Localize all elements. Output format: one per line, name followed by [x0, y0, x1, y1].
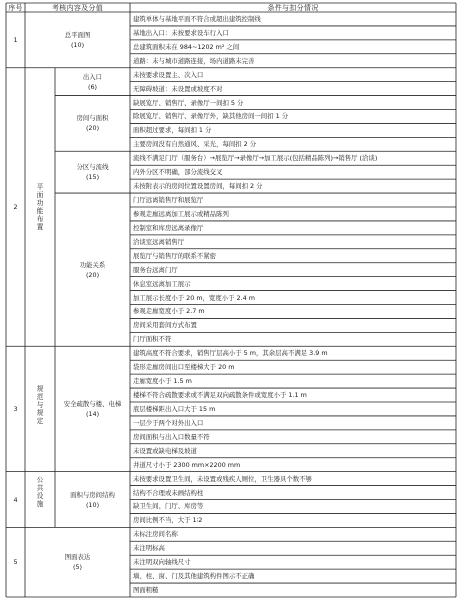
item-row: 洽谈室远离销售厅 [133, 237, 185, 246]
item-row: 控制室和库房远离录像厅 [133, 223, 204, 232]
item-row: 未按附表示的房间位置设置房间，每间扣 2 分 [133, 182, 263, 191]
subsection-title: 功能关系 [79, 260, 106, 269]
item-row: 总建筑面积未在 984~1202 m² 之间 [133, 42, 240, 51]
item-row: 未注明双向轴线尺寸 [133, 558, 191, 567]
group-label-4: 公共设施 [36, 475, 44, 508]
item-row: 未注明标高 [133, 544, 165, 553]
subsection-title: 出入口 [82, 72, 103, 81]
item-row: 井道尺寸小于 2300 mm×2200 mm [133, 460, 241, 469]
section-1-score: (10) [70, 40, 85, 49]
item-row: 内外分区不明确，部分流线交叉 [133, 168, 223, 177]
section-number: 3 [13, 404, 18, 413]
section-number: 1 [13, 35, 18, 44]
subsection-score: (6) [87, 82, 98, 91]
section-number: 5 [13, 558, 18, 567]
item-row: 未按要求设置主、次入口 [133, 70, 204, 79]
item-row: 服务台远离门厅 [133, 265, 178, 274]
header-col-no: 序号 [8, 4, 23, 12]
item-row: 道路：未与城市道路连接，场内道路未完善 [133, 56, 255, 65]
item-row: 楼梯不符合疏散要求或不满足双向疏散条件或宽度小于 1.1 m [133, 391, 307, 400]
subsection-title: 房间与面积 [76, 114, 109, 123]
item-row: 主要房间没有自然通风、采光，每间扣 2 分 [133, 140, 257, 149]
section-number: 4 [13, 495, 18, 504]
section-1-title: 总平面图 [64, 30, 91, 39]
item-row: 走廊宽度小于 1.5 m [133, 377, 192, 386]
item-row: 建筑单体与基地平面不符合或超出建筑控制线 [133, 14, 261, 23]
item-row: 流线不满足门厅（服务台）→展览厅→录像厅→加工展示(包括精品陈列)→销售厅 (洽谈) [133, 154, 378, 163]
item-row: 基地出入口：未按要求设车行入口 [133, 28, 229, 37]
item-row: 图面粗糙 [133, 586, 159, 595]
item-row: 一层少于两个对外出入口 [133, 418, 204, 427]
item-row: 除展览厅、销售厅、录像厅外，缺其他房间一间扣 1 分 [133, 112, 289, 121]
item-row: 墙、柱、窗、门及其他建筑构件图示不正确 [133, 572, 255, 581]
item-row: 无障碍坡道：未设置或坡度不对 [133, 84, 223, 93]
subsection-score: (15) [85, 173, 100, 182]
item-row: 未标注房间名称 [133, 530, 178, 539]
item-row: 房间比例不当，大于 1∶2 [133, 516, 203, 525]
item-row: 未设置或缺电梯及坡道 [133, 446, 197, 455]
item-row: 结构不合理或未画结构柱 [133, 488, 204, 497]
subsection-score: (10) [85, 500, 100, 509]
header-col-desc: 条件与扣分情况 [267, 4, 319, 12]
item-row: 房间采用套间方式布置 [133, 321, 197, 330]
header-col-content: 考核内容及分值 [51, 4, 104, 12]
section-number: 2 [13, 203, 18, 211]
item-row: 袋形走廊房间出口至楼梯大于 20 m [133, 363, 235, 372]
group-label-2: 平面功能布置 [36, 183, 44, 231]
item-row: 休息室远离加工展示 [133, 279, 191, 288]
item-row: 未按要求设置卫生间，未设置或残疾人厕位，卫生器具个数不够 [133, 474, 312, 483]
item-row: 加工展示长度小于 20 m，宽度小于 2.4 m [133, 293, 255, 302]
item-row: 门厅面积不符 [133, 335, 172, 344]
item-row: 展览厅与销售厅的联系不紧密 [133, 251, 217, 260]
subsection-score: (20) [85, 124, 100, 133]
subsection-title: 分区与流线 [76, 163, 109, 172]
subsection-title: 安全疏散与楼、电梯 [63, 399, 122, 408]
item-row: 建筑高度不符合要求，销售厅层高小于 5 m，其余层高不满足 3.9 m [133, 349, 328, 358]
item-row: 面积超过要求，每间扣 1 分 [133, 126, 212, 135]
subsection-score: (20) [85, 270, 100, 279]
item-row: 参观走廊宽度小于 2.7 m [133, 307, 205, 316]
item-row: 门厅远离销售厅和展览厅 [133, 196, 204, 205]
item-row: 房间面积与出入口数量不符 [133, 432, 210, 441]
group-label-3: 规范与规定 [36, 384, 44, 425]
section-5-score: (5) [72, 563, 83, 572]
item-row: 参观走廊远离加工展示或精品陈列 [133, 209, 229, 218]
item-row: 底层楼梯距出入口大于 15 m [133, 404, 216, 413]
item-row: 缺展览厅、销售厅、录像厅一间扣 5 分 [133, 98, 244, 107]
subsection-score: (14) [85, 409, 100, 418]
item-row: 缺卫生间、门厅、库房等 [133, 502, 204, 511]
section-5-title: 图面表达 [64, 553, 91, 562]
subsection-title: 面积与房间结构 [70, 490, 115, 499]
